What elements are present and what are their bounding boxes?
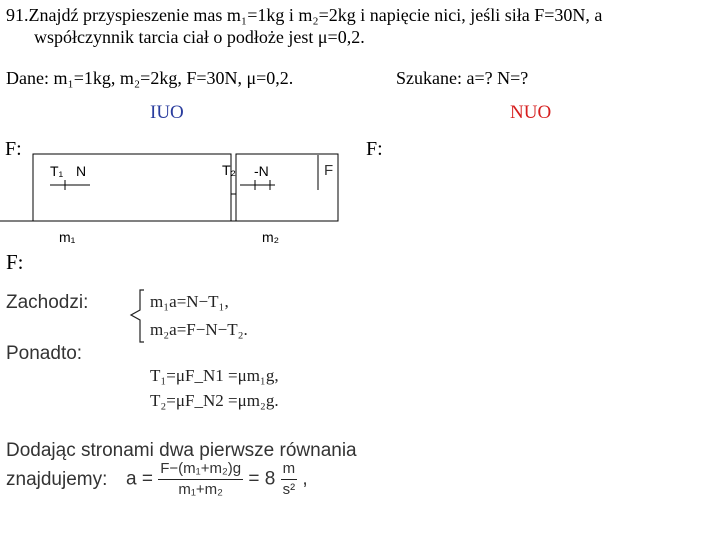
dodajac-text: Dodając stronami dwa pierwsze równania xyxy=(6,440,357,461)
fraction-numerator: F−(m₁+m₂)g xyxy=(158,459,243,480)
fraction-main xyxy=(158,459,243,500)
label-n: N xyxy=(76,163,87,179)
equation-4: T₂=μF_N2 =μm₂g. xyxy=(150,391,279,410)
problem-line-1: 91.Znajdź przyspieszenie mas m₁=1kg i m₂=2kg i napięcie nici, jeśli siła F=30N, a xyxy=(6,5,603,25)
trailing-comma: , xyxy=(302,468,308,490)
unit-numerator: m xyxy=(281,459,298,480)
label-t1: T₁ xyxy=(50,163,64,179)
equation-3: T₁=μF_N1 =μm₁g, xyxy=(150,366,279,385)
equation-2: m₂a=F−N−T₂. xyxy=(150,320,248,339)
block-m2 xyxy=(236,154,338,221)
f-label-left: F: xyxy=(5,138,22,160)
f-label-bottom: F: xyxy=(6,250,24,274)
label-f-force: F xyxy=(324,162,334,179)
znajdujemy-text: znajdujemy: xyxy=(6,469,108,490)
sought-data: Szukane: a=? N=? xyxy=(396,68,529,88)
final-formula xyxy=(126,459,308,500)
equation-1: m₁a=N−T₁, xyxy=(150,292,229,311)
ponadto-label: Ponadto: xyxy=(6,343,83,364)
zachodzi-label: Zachodzi: xyxy=(6,292,89,313)
label-minus-n: -N xyxy=(254,163,269,179)
problem-line-2: współczynnik tarcia ciał o podłoże jest μ=0,2. xyxy=(34,27,365,47)
f-label-right: F: xyxy=(366,138,383,160)
iuo-label: IUO xyxy=(150,102,184,123)
given-data: Dane: m₁=1kg, m₂=2kg, F=30N, μ=0,2. xyxy=(6,68,294,88)
equals-eight: = 8 xyxy=(248,468,276,490)
label-m1: m₁ xyxy=(59,229,76,245)
unit-denominator: s² xyxy=(282,481,296,498)
a-equals: a = xyxy=(126,468,153,490)
system-brace xyxy=(128,288,148,346)
label-m2: m₂ xyxy=(262,229,280,245)
fraction-denominator: m₁+m₂ xyxy=(178,481,223,498)
label-t2: T₂ xyxy=(222,162,236,178)
nuo-label: NUO xyxy=(510,102,552,123)
fraction-unit xyxy=(281,459,298,500)
